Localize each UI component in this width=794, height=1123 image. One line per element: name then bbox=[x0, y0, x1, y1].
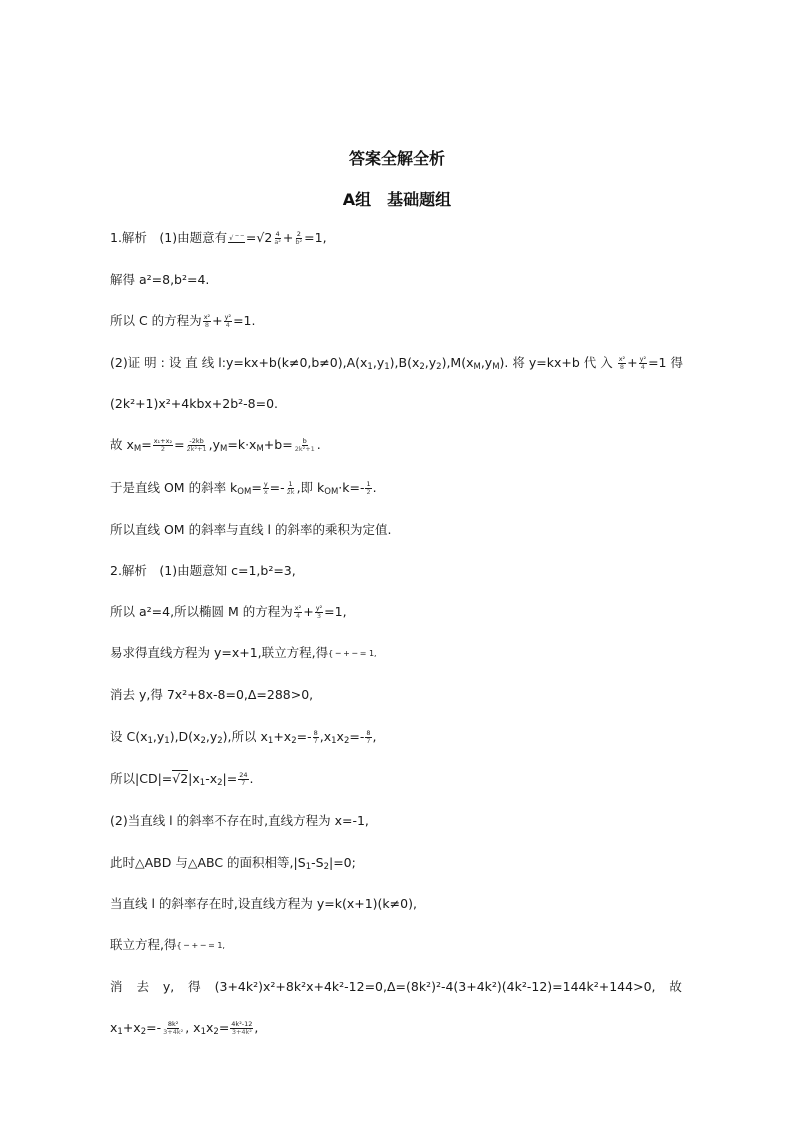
p2-line-7: (2)当直线 l 的斜率不存在时,直线方程为 x=-1, bbox=[110, 813, 369, 828]
p2-line-2: 所以 a²=4,所以椭圆 M 的方程为 $\frac{\text{x²}}{4}$ + $\frac{\text{y²}}{3}$ =1, bbox=[110, 604, 347, 620]
p1-line-1: 1.解析 (1)由题意有 √ ‾ ‾ =√2 $\frac{4}{\text{a²}}$ + $\frac{2}{\text{b²}}$ =1, bbox=[110, 230, 327, 246]
fraction: $\frac{\text{y²}}{4}$ bbox=[639, 355, 647, 371]
p2-line-11: 消 去 y, 得 (3+4k²)x²+8k²x+4k²-12=0,Δ=(8k²)²-4(3+4k²)(4k²-12)=144k²+144>0, 故 bbox=[110, 979, 682, 994]
equation-system: { ─ + ─ = 1, bbox=[176, 941, 225, 950]
equation-system: { ─ + ─ = 1, bbox=[328, 649, 377, 658]
fraction: $\frac{2}{\text{b²}}$ bbox=[295, 230, 303, 246]
p2-line-4: 消去 y,得 7x²+8x-8=0,Δ=288>0, bbox=[110, 687, 314, 702]
section-heading: A组 基础题组 bbox=[342, 190, 452, 209]
text: =√2 bbox=[245, 230, 273, 245]
p2-line-8: 此时△ABD 与△ABC 的面积相等$,|S_1-S_2|=0$; bbox=[110, 855, 356, 872]
p2-line-1: 2.解析 (1)由题意知 c=1,b²=3, bbox=[110, 563, 296, 578]
fraction: $\frac{\text{8k²}}{\text{3+4k²}}$ bbox=[163, 1020, 184, 1036]
fraction: $\frac{8}{7}$ bbox=[313, 729, 318, 745]
fraction: $\frac{\text{x²}}{8}$ bbox=[618, 355, 626, 371]
fraction: $\frac{4}{\text{a²}}$ bbox=[274, 230, 281, 246]
p1-line-2: 解得 a²=8,b²=4. bbox=[110, 272, 210, 287]
fraction: $\frac{-2kb}{\text{2k²+1}}$ bbox=[186, 437, 207, 453]
p1-line-7: 于是直线 OM 的斜率 $k_{OM}=$ $\frac{y}{x}$ =- $\frac{1}{2k}$ ,即 $k_{OM}\cdot k=-$ $\frac{1}{2}$ . bbox=[110, 480, 377, 497]
p1-line-6: 故 $x_M=$ $\frac{\text{x₁+x₂}}{2}$ = $\frac{-2kb}{\text{2k²+1}}$ $,y_M=k\cdot x_M+b=$ $\frac{b}{\text{2k²+1}}$ . bbox=[110, 437, 321, 454]
p2-line-10: 联立方程,得{ ─ + ─ = 1, bbox=[110, 937, 225, 952]
p1-line-8: 所以直线 OM 的斜率与直线 l 的斜率的乘积为定值. bbox=[110, 522, 392, 537]
p2-line-6: 所以$|CD|=√2|x_1-x_2|=$ $\frac{24}{7}$ . bbox=[110, 771, 254, 788]
fraction: $\frac{8}{7}$ bbox=[366, 729, 371, 745]
p1-line-3: 所以 C 的方程为 $\frac{\text{x²}}{8}$ + $\frac{\text{y²}}{4}$ =1. bbox=[110, 313, 256, 329]
text: 1.解析 (1)由题意有 bbox=[110, 230, 228, 245]
p2-line-12: $x_1+x_2=-$ $\frac{\text{8k²}}{\text{3+4k²}}$ , $x_1x_2=$ $\frac{\text{4k²-12}}{\text{3+4k²}}$ , bbox=[110, 1020, 259, 1037]
fraction: $\frac{\text{4k²-12}}{\text{3+4k²}}$ bbox=[231, 1020, 253, 1036]
p1-line-5: (2k²+1)x²+4kbx+2b²-8=0. bbox=[110, 396, 279, 411]
fraction: $\frac{y}{x}$ bbox=[263, 480, 268, 496]
p2-line-3: 易求得直线方程为 y=x+1,联立方程,得{ ─ + ─ = 1, bbox=[110, 645, 377, 660]
p2-line-9: 当直线 l 的斜率存在时,设直线方程为 y=k(x+1)(k≠0), bbox=[110, 896, 417, 911]
fraction: $\frac{b}{\text{2k²+1}}$ bbox=[294, 437, 315, 453]
fraction: $\frac{24}{7}$ bbox=[239, 771, 248, 787]
fraction: $\frac{1}{2}$ bbox=[366, 480, 371, 496]
fraction: $\frac{\text{x₁+x₂}}{2}$ bbox=[153, 437, 173, 453]
fraction: $\frac{\text{x²}}{4}$ bbox=[294, 604, 302, 620]
fraction: $\frac{\text{y²}}{4}$ bbox=[224, 313, 232, 329]
fraction: $\frac{1}{2k}$ bbox=[286, 480, 295, 496]
fraction: $\frac{\text{x²}}{8}$ bbox=[203, 313, 211, 329]
p2-line-5: 设 $C(x_1,y_1),D(x_2,y_2)$,所以 $x_1+x_2=-$ $\frac{8}{7}$ $,x_1x_2=-$ $\frac{8}{7}$ , bbox=[110, 729, 377, 746]
page-title: 答案全解全析 bbox=[348, 149, 445, 168]
fraction: √ ‾ ‾ bbox=[229, 233, 244, 242]
fraction: $\frac{\text{y²}}{3}$ bbox=[315, 604, 323, 620]
p1-line-4: (2)证 明 : 设 直 线 $l:y=kx+b(k\ne 0,b\ne 0),A(x_1,y_1),B(x_2,y_2),M(x_M,y_M)$. 将 y=kx+b 代 入 $\frac{\text{x²}}{8}$ + $\frac{\text{y²}}{4}$ =1 得 bbox=[110, 355, 683, 372]
